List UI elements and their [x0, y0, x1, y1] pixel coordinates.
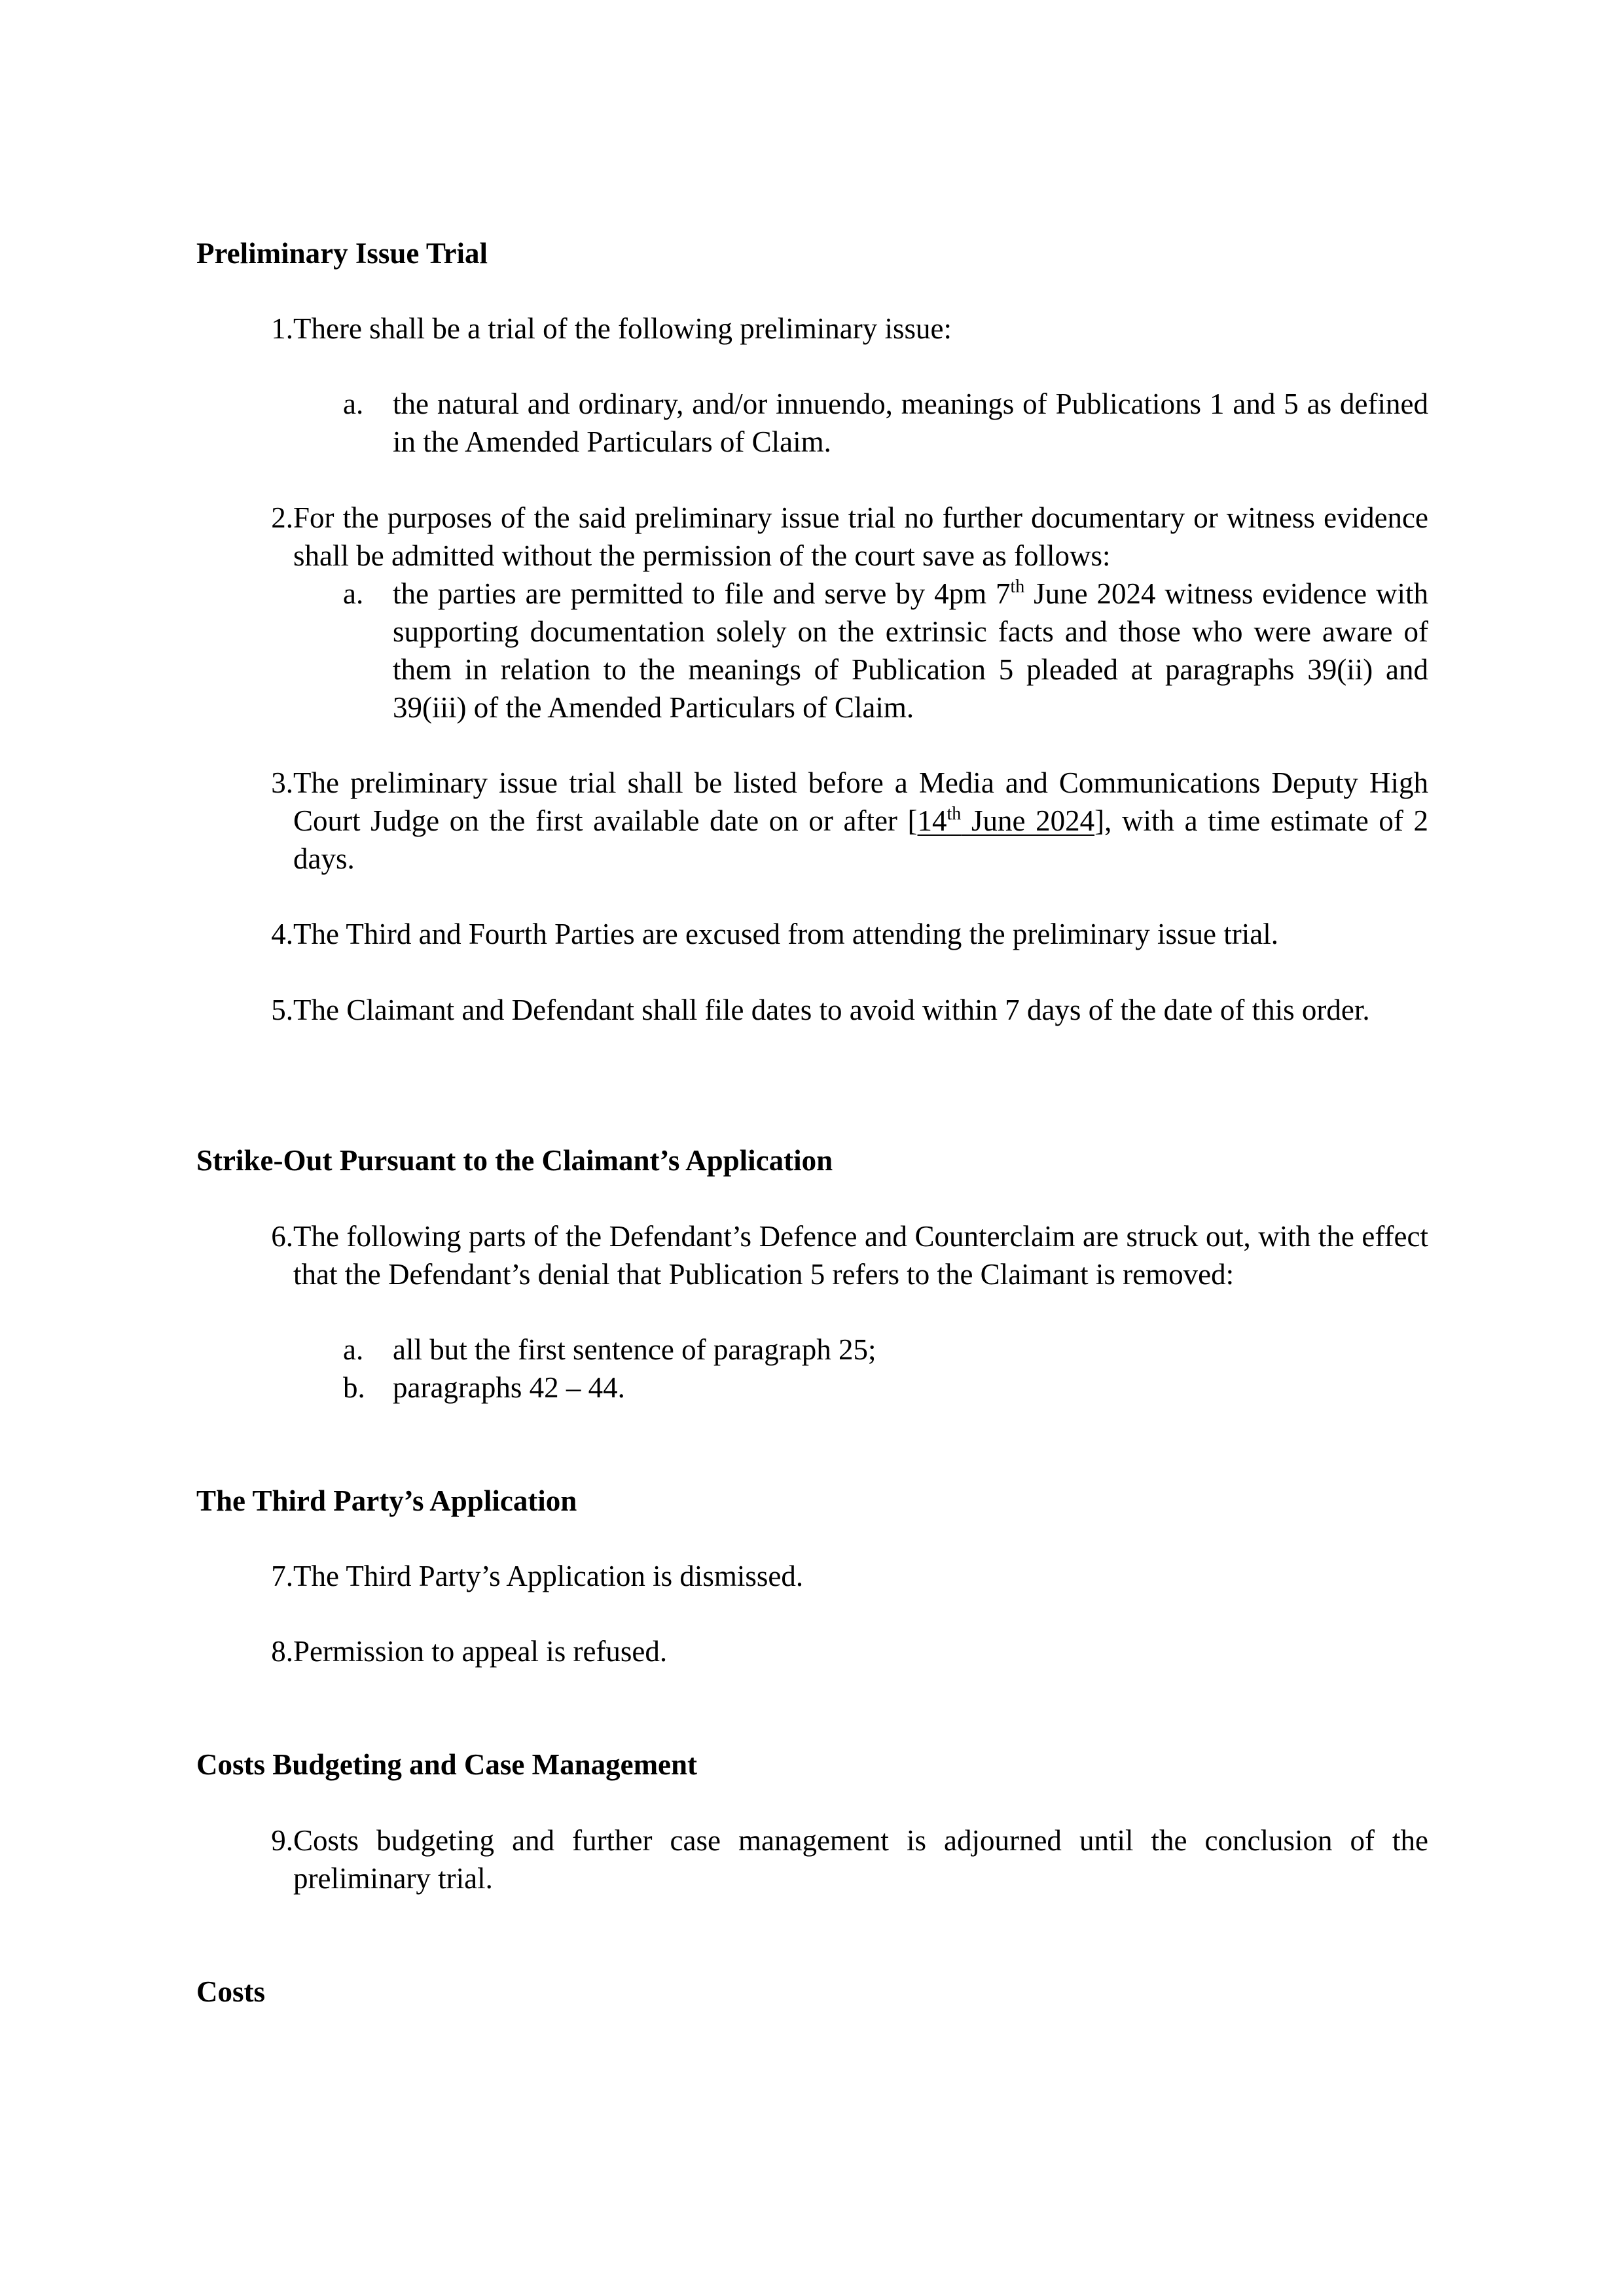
- paragraph-text: The Third and Fourth Parties are excused from attending the preliminary issue trial.: [293, 918, 1278, 950]
- section-heading-costs-budgeting: Costs Budgeting and Case Management: [196, 1748, 698, 1781]
- paragraph-text: For the purposes of the said preliminary issue trial no further documentary or witness evidence shall be admitted without the permission of the court save as follows:: [293, 501, 1428, 572]
- paragraph-number: 8.: [271, 1635, 293, 1668]
- text-segment: ], with a time estimate of 2 days.: [293, 804, 1428, 875]
- subparagraph-text: the natural and ordinary, and/or innuendo, meanings of Publications 1 and 5 as defined in the Amended Particulars of Claim.: [393, 387, 1428, 458]
- paragraph-text: The Claimant and Defendant shall file dates to avoid within 7 days of the date of this order.: [293, 994, 1370, 1026]
- text-segment: June 2024 witness evidence with supporting documentation solely on the extrinsic facts and those who were aware of them in relation to the meanings of Publication 5 pleaded at paragraphs 39(ii) and 39(iii) of the Amended Particulars of Claim.: [393, 577, 1428, 724]
- paragraph-9: [245, 1821, 1428, 1897]
- paragraph-3: [245, 764, 1428, 878]
- section-heading-costs: Costs: [196, 1975, 266, 2008]
- subparagraph-text: [393, 575, 1428, 726]
- subparagraph-label: a.: [343, 577, 364, 610]
- paragraph-2a: [343, 575, 1428, 726]
- paragraph-number: 2.: [271, 501, 293, 534]
- paragraph-6: [245, 1217, 1428, 1293]
- paragraph-6b: [343, 1369, 1428, 1407]
- text-segment: The preliminary issue trial shall be listed before a Media and Communications Deputy High Court Judge on the first available date on or after [: [293, 766, 1428, 837]
- paragraph-6a: [343, 1331, 1428, 1369]
- section-heading-third-party-application: The Third Party’s Application: [196, 1484, 577, 1517]
- ordinal-suffix: th: [947, 804, 962, 824]
- subparagraph-label: a.: [343, 387, 364, 420]
- paragraph-number: 5.: [271, 994, 293, 1026]
- date-day: 14: [917, 804, 947, 837]
- paragraph-number: 3.: [271, 766, 293, 799]
- paragraph-5: [245, 991, 1428, 1029]
- paragraph-number: 1.: [271, 312, 293, 345]
- date-rest: June 2024: [961, 804, 1095, 837]
- text-segment: the parties are permitted to file and serve by 4pm 7: [393, 577, 1011, 610]
- paragraph-text: Permission to appeal is refused.: [293, 1635, 668, 1668]
- paragraph-text: The following parts of the Defendant’s Defence and Counterclaim are struck out, with the effect that the Defendant’s denial that Publication 5 refers to the Claimant is removed:: [293, 1220, 1428, 1291]
- trial-date: [918, 804, 1095, 837]
- paragraph-text: There shall be a trial of the following preliminary issue:: [293, 312, 952, 345]
- section-heading-preliminary-issue-trial: Preliminary Issue Trial: [196, 237, 488, 270]
- paragraph-number: 4.: [271, 918, 293, 950]
- paragraph-1: [245, 310, 1428, 348]
- paragraph-number: 6.: [271, 1220, 293, 1253]
- paragraph-7: [245, 1557, 1428, 1595]
- subparagraph-text: paragraphs 42 – 44.: [393, 1371, 625, 1404]
- paragraph-1a: [343, 385, 1428, 461]
- paragraph-number: 7.: [271, 1560, 293, 1592]
- paragraph-text: Costs budgeting and further case management is adjourned until the conclusion of the preliminary trial.: [293, 1824, 1428, 1895]
- ordinal-suffix: th: [1010, 577, 1025, 597]
- paragraph-number: 9.: [271, 1824, 293, 1857]
- paragraph-8: [245, 1632, 1428, 1670]
- subparagraph-label: a.: [343, 1333, 364, 1366]
- paragraph-2: [245, 499, 1428, 575]
- section-heading-strike-out: Strike-Out Pursuant to the Claimant’s Application: [196, 1144, 833, 1177]
- paragraph-4: [245, 915, 1428, 953]
- subparagraph-label: b.: [343, 1371, 365, 1404]
- paragraph-text: The Third Party’s Application is dismissed.: [293, 1560, 804, 1592]
- subparagraph-text: all but the first sentence of paragraph 25;: [393, 1333, 876, 1366]
- paragraph-text: [293, 764, 1428, 878]
